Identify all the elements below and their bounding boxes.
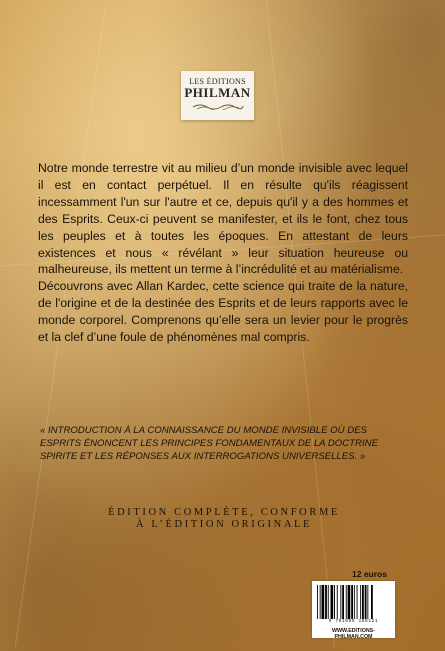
edition-line-1: ÉDITION COMPLÈTE, CONFORME (108, 507, 340, 518)
barcode-icon (316, 585, 391, 619)
publisher-name-line2: PHILMAN (184, 85, 251, 100)
barcode-bar (367, 585, 368, 619)
barcode-bar (328, 585, 329, 619)
barcode-panel (312, 581, 395, 638)
barcode-bar (371, 585, 373, 619)
barcode-bar (346, 585, 347, 619)
barcode-bar (348, 585, 351, 619)
description-paragraph-2: Découvrons avec Allan Kardec, cette science qui traite de la nature, de l'origine et de la destinée des Esprits et de leurs rapports avec le monde corporel. Comprenons qu’elle sera un levier pour le progrès et la clef d’une foule de phénomènes mal compris. (38, 279, 408, 345)
book-quote: « INTRODUCTION À LA CONNAISSANCE DU MONDE INVISIBLE OÙ DES ESPRITS ÉNONCENT LES PRINCIPES FONDAMENTAUX DE LA DOCTRINE SPIRITE ET LES RÉPONSES AUX INTERROGATIONS UNIVERSELLES. » (40, 425, 378, 462)
barcode-bar (320, 585, 321, 619)
barcode-bar (365, 585, 367, 619)
barcode-bar (325, 585, 327, 619)
back-cover-description (38, 160, 408, 346)
wave-ornament-icon (191, 102, 245, 110)
edition-line-2: À L’ÉDITION ORIGINALE (135, 519, 313, 530)
barcode-bar (354, 585, 355, 619)
barcode-bar (360, 585, 361, 619)
barcode-bar (342, 585, 344, 619)
barcode-bar (331, 585, 334, 619)
barcode-bar (334, 585, 335, 619)
barcode-bar (362, 585, 364, 619)
barcode-bar (351, 585, 353, 619)
price-label: 12 euros (352, 569, 387, 579)
isbn-number: 9 791096 186121 (328, 619, 379, 624)
barcode-bar (317, 585, 318, 619)
barcode-bar (357, 585, 358, 619)
description-paragraph-1: Notre monde terrestre vit au milieu d’un monde invisible avec lequel il est en contact perpétuel. Il en résulte qu'ils réagissent incessamment l'un sur l'autre et ce, depuis qu'il y a des hommes et des Esprits. Ceux-ci peuvent se manifester, et ils le font, chez tous les peuples et à toutes les époques. En attestant de leurs existences et nous « révélant » leur situation heureuse ou malheureuse, ils mettent un terme à l’incrédulité et au matérialisme. (38, 161, 408, 277)
barcode-bar (337, 585, 338, 619)
publisher-url: WWW.EDITIONS-PHILMAN.COM (332, 628, 375, 640)
publisher-logo (181, 71, 254, 120)
barcode-bar (322, 585, 325, 619)
barcode-bar (340, 585, 341, 619)
edition-note (40, 507, 408, 531)
publisher-name-line1: LES ÉDITIONS (189, 77, 246, 86)
